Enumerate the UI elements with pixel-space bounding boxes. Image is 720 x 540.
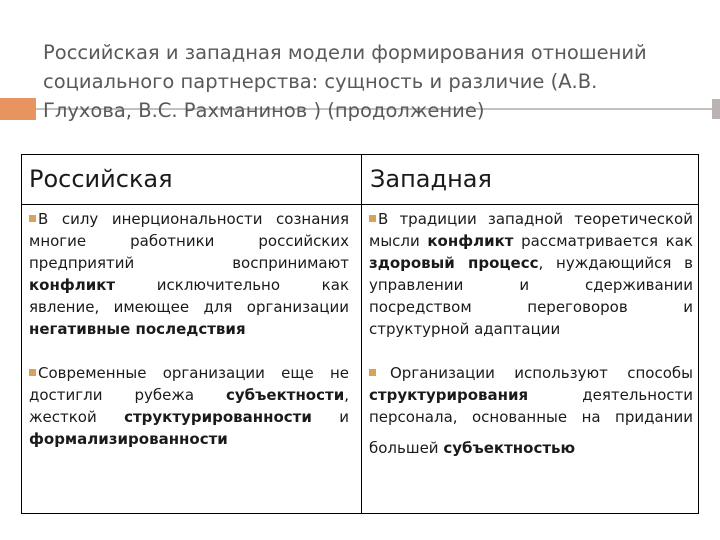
text-line [29, 362, 349, 384]
emphasis-formalization: формализированности [29, 430, 228, 448]
text-line: управлении и сдерживании [369, 276, 693, 294]
title-line: Глухова, В.С. Рахманинов ) (продолжение) [43, 99, 485, 122]
text-run: мысли [369, 232, 428, 250]
text-line [29, 208, 349, 230]
emphasis-conflict: конфликт [427, 232, 514, 250]
accent-bar [0, 98, 36, 120]
bullet-icon [29, 369, 36, 376]
text-run: и [311, 408, 349, 426]
text-line [369, 384, 693, 406]
header-divider [22, 204, 698, 205]
emphasis-structuring: структурирования [369, 386, 529, 404]
text-run: деятельности [528, 386, 693, 404]
cell-russian-1 [29, 208, 349, 340]
text-line: структурной адаптации [369, 320, 561, 338]
cell-western-1 [369, 208, 693, 340]
text-line [369, 230, 693, 252]
column-divider [361, 155, 362, 513]
bullet-icon [369, 215, 376, 222]
emphasis-subjectivity: субъектностью [443, 439, 576, 457]
text-line [29, 406, 349, 428]
text-run: , нуждающийся в [538, 254, 693, 272]
text-run: В традиции западной теоретической [378, 210, 693, 228]
text-line [369, 362, 693, 384]
text-run: рассматривается как [513, 232, 693, 250]
text-run: большей [369, 439, 444, 457]
text-line: явление, имеющее для организации [29, 298, 349, 316]
text-run: жесткой [29, 408, 125, 426]
text-line: посредством переговоров и [369, 298, 693, 316]
text-line [369, 437, 693, 459]
header-russian: Российская [29, 165, 173, 193]
text-run: достигли рубежа [29, 386, 226, 404]
slide-title [43, 38, 683, 125]
text-run: В силу инерциональности сознания [38, 210, 349, 228]
text-line [369, 208, 693, 230]
text-line: персонала, основанные на придании [369, 408, 693, 426]
emphasis-healthy-process: здоровый процесс [369, 254, 539, 272]
text-line [29, 318, 349, 340]
emphasis-conflict: конфликт [29, 276, 116, 294]
text-run: Современные организации еще не [38, 364, 349, 382]
header-western: Западная [370, 165, 492, 193]
bullet-icon [369, 369, 376, 376]
text-run: Организации используют способы [390, 364, 693, 382]
accent-bar-right [712, 99, 720, 119]
emphasis-subjectivity: субъектности [225, 386, 345, 404]
text-line [29, 274, 349, 296]
emphasis-structuredness: структурированности [124, 408, 312, 426]
text-run: исключительно как [115, 276, 349, 294]
text-line [29, 384, 349, 406]
comparison-table [21, 154, 699, 514]
emphasis-negative-consequences: негативные последствия [29, 320, 246, 338]
cell-russian-2 [29, 362, 349, 450]
text-run: , [344, 386, 349, 404]
title-line: Российская и западная модели формирования отношений [43, 41, 647, 64]
text-line: предприятий воспринимают [29, 254, 349, 272]
text-line [369, 252, 693, 274]
cell-western-2 [369, 362, 693, 459]
text-line [29, 428, 349, 450]
text-line: многие работники российских [29, 232, 349, 250]
bullet-icon [29, 215, 36, 222]
title-line: социального партнерства: сущность и различие (А.В. [43, 70, 598, 93]
